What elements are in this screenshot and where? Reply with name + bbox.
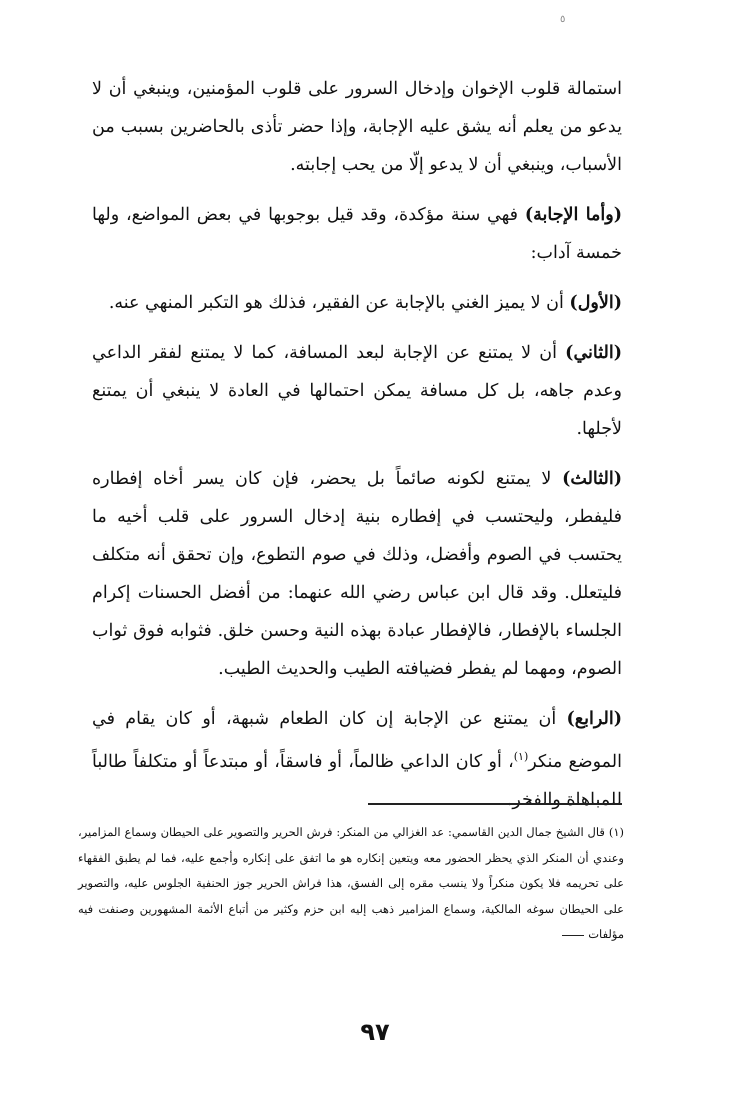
paragraph-6-heading: (الرابع) [566, 709, 622, 729]
paragraph-2 [92, 196, 622, 272]
paragraph-5-text: لا يمتنع لكونه صائماً بل يحضر، فإن كان يسر أخاه إفطاره فليفطر، وليحتسب في إفطاره بنية إدخال السرور على قلب أخيه ما يحتسب في الصوم وأفضل، وذلك في صوم التطوع، وإن تحقق أنه متكلف فليتعلل. وقد قال ابن عباس رضي الله عنهما: من أفضل الحسنات إكرام الجلساء بالإفطار، فالإفطار عبادة بهذه النية وحسن خلق. فثوابه فوق ثواب الصوم، ومهما لم يفطر فضيافته الطيب والحديث الطيب. [92, 469, 622, 679]
paragraph-3 [92, 284, 622, 322]
continuation-line [562, 935, 584, 936]
footnote [78, 820, 624, 948]
paragraph-5 [92, 460, 622, 688]
paragraph-6 [92, 700, 622, 819]
paragraph-3-text: أن لا يميز الغني بالإجابة عن الفقير، فذلك هو التكبر المنهي عنه. [108, 293, 570, 313]
paragraph-2-text: فهي سنة مؤكدة، وقد قيل بوجوبها في بعض المواضع، ولها خمسة آداب: [92, 205, 622, 263]
footnote-separator [368, 803, 622, 805]
paragraph-4-text: أن لا يمتنع عن الإجابة لبعد المسافة، كما لا يمتنع لفقر الداعي وعدم جاهه، بل كل مسافة يمكن احتمالها في العادة لا ينبغي أن يمتنع لأجلها. [92, 343, 622, 439]
page-number: ٩٧ [360, 1018, 390, 1046]
footnote-reference: (١) [513, 750, 529, 763]
paragraph-1-text: استمالة قلوب الإخوان وإدخال السرور على قلوب المؤمنين، وينبغي أن لا يدعو من يعلم أنه يشق عليه الإجابة، وإذا حضر تأذى بالحاضرين بسبب من الأسباب، وينبغي أن لا يدعو إلّا من يحب إجابته. [92, 79, 622, 175]
footnote-marker: (١) [608, 825, 624, 839]
paragraph-3-heading: (الأول) [569, 293, 622, 313]
paragraph-4 [92, 334, 622, 448]
paragraph-1 [92, 70, 622, 184]
paragraph-4-heading: (الثاني) [565, 343, 622, 363]
main-text [92, 70, 622, 831]
paragraph-2-heading: (وأما الإجابة) [524, 205, 622, 225]
footnote-text: قال الشيخ جمال الدين القاسمي: عد الغزالي من المنكر: فرش الحرير والتصوير على الحيطان وسماع المزامير، وعندي أن المنكر الذي يحظر الحضور معه ويتعين إنكاره هو ما اتفق على إنكاره وأجمع عليه، فما لم يطبق الفقهاء على تحريمه فلا يكون منكراً ولا ينسب مقره إلى الفسق، هذا فراش الحرير جوز الحنفية الجلوس عليه، والتصوير على الحيطان سوغه المالكية، وسماع المزامير ذهب إليه ابن حزم وكثير من أتباع الأئمة المشهورين وصنفت فيه مؤلفات [78, 825, 624, 941]
paragraph-6-text: أن يمتنع عن الإجابة إن كان الطعام شبهة، أو كان يقام في الموضع منكر [92, 709, 622, 772]
paragraph-6-tail: ، أو كان الداعي ظالماً، أو فاسقاً، أو مبتدعاً أو متكلفاً طالباً للمباهاة والفخر. [92, 751, 622, 810]
corner-mark: ٥ [560, 14, 566, 25]
paragraph-5-heading: (الثالث) [562, 469, 622, 489]
